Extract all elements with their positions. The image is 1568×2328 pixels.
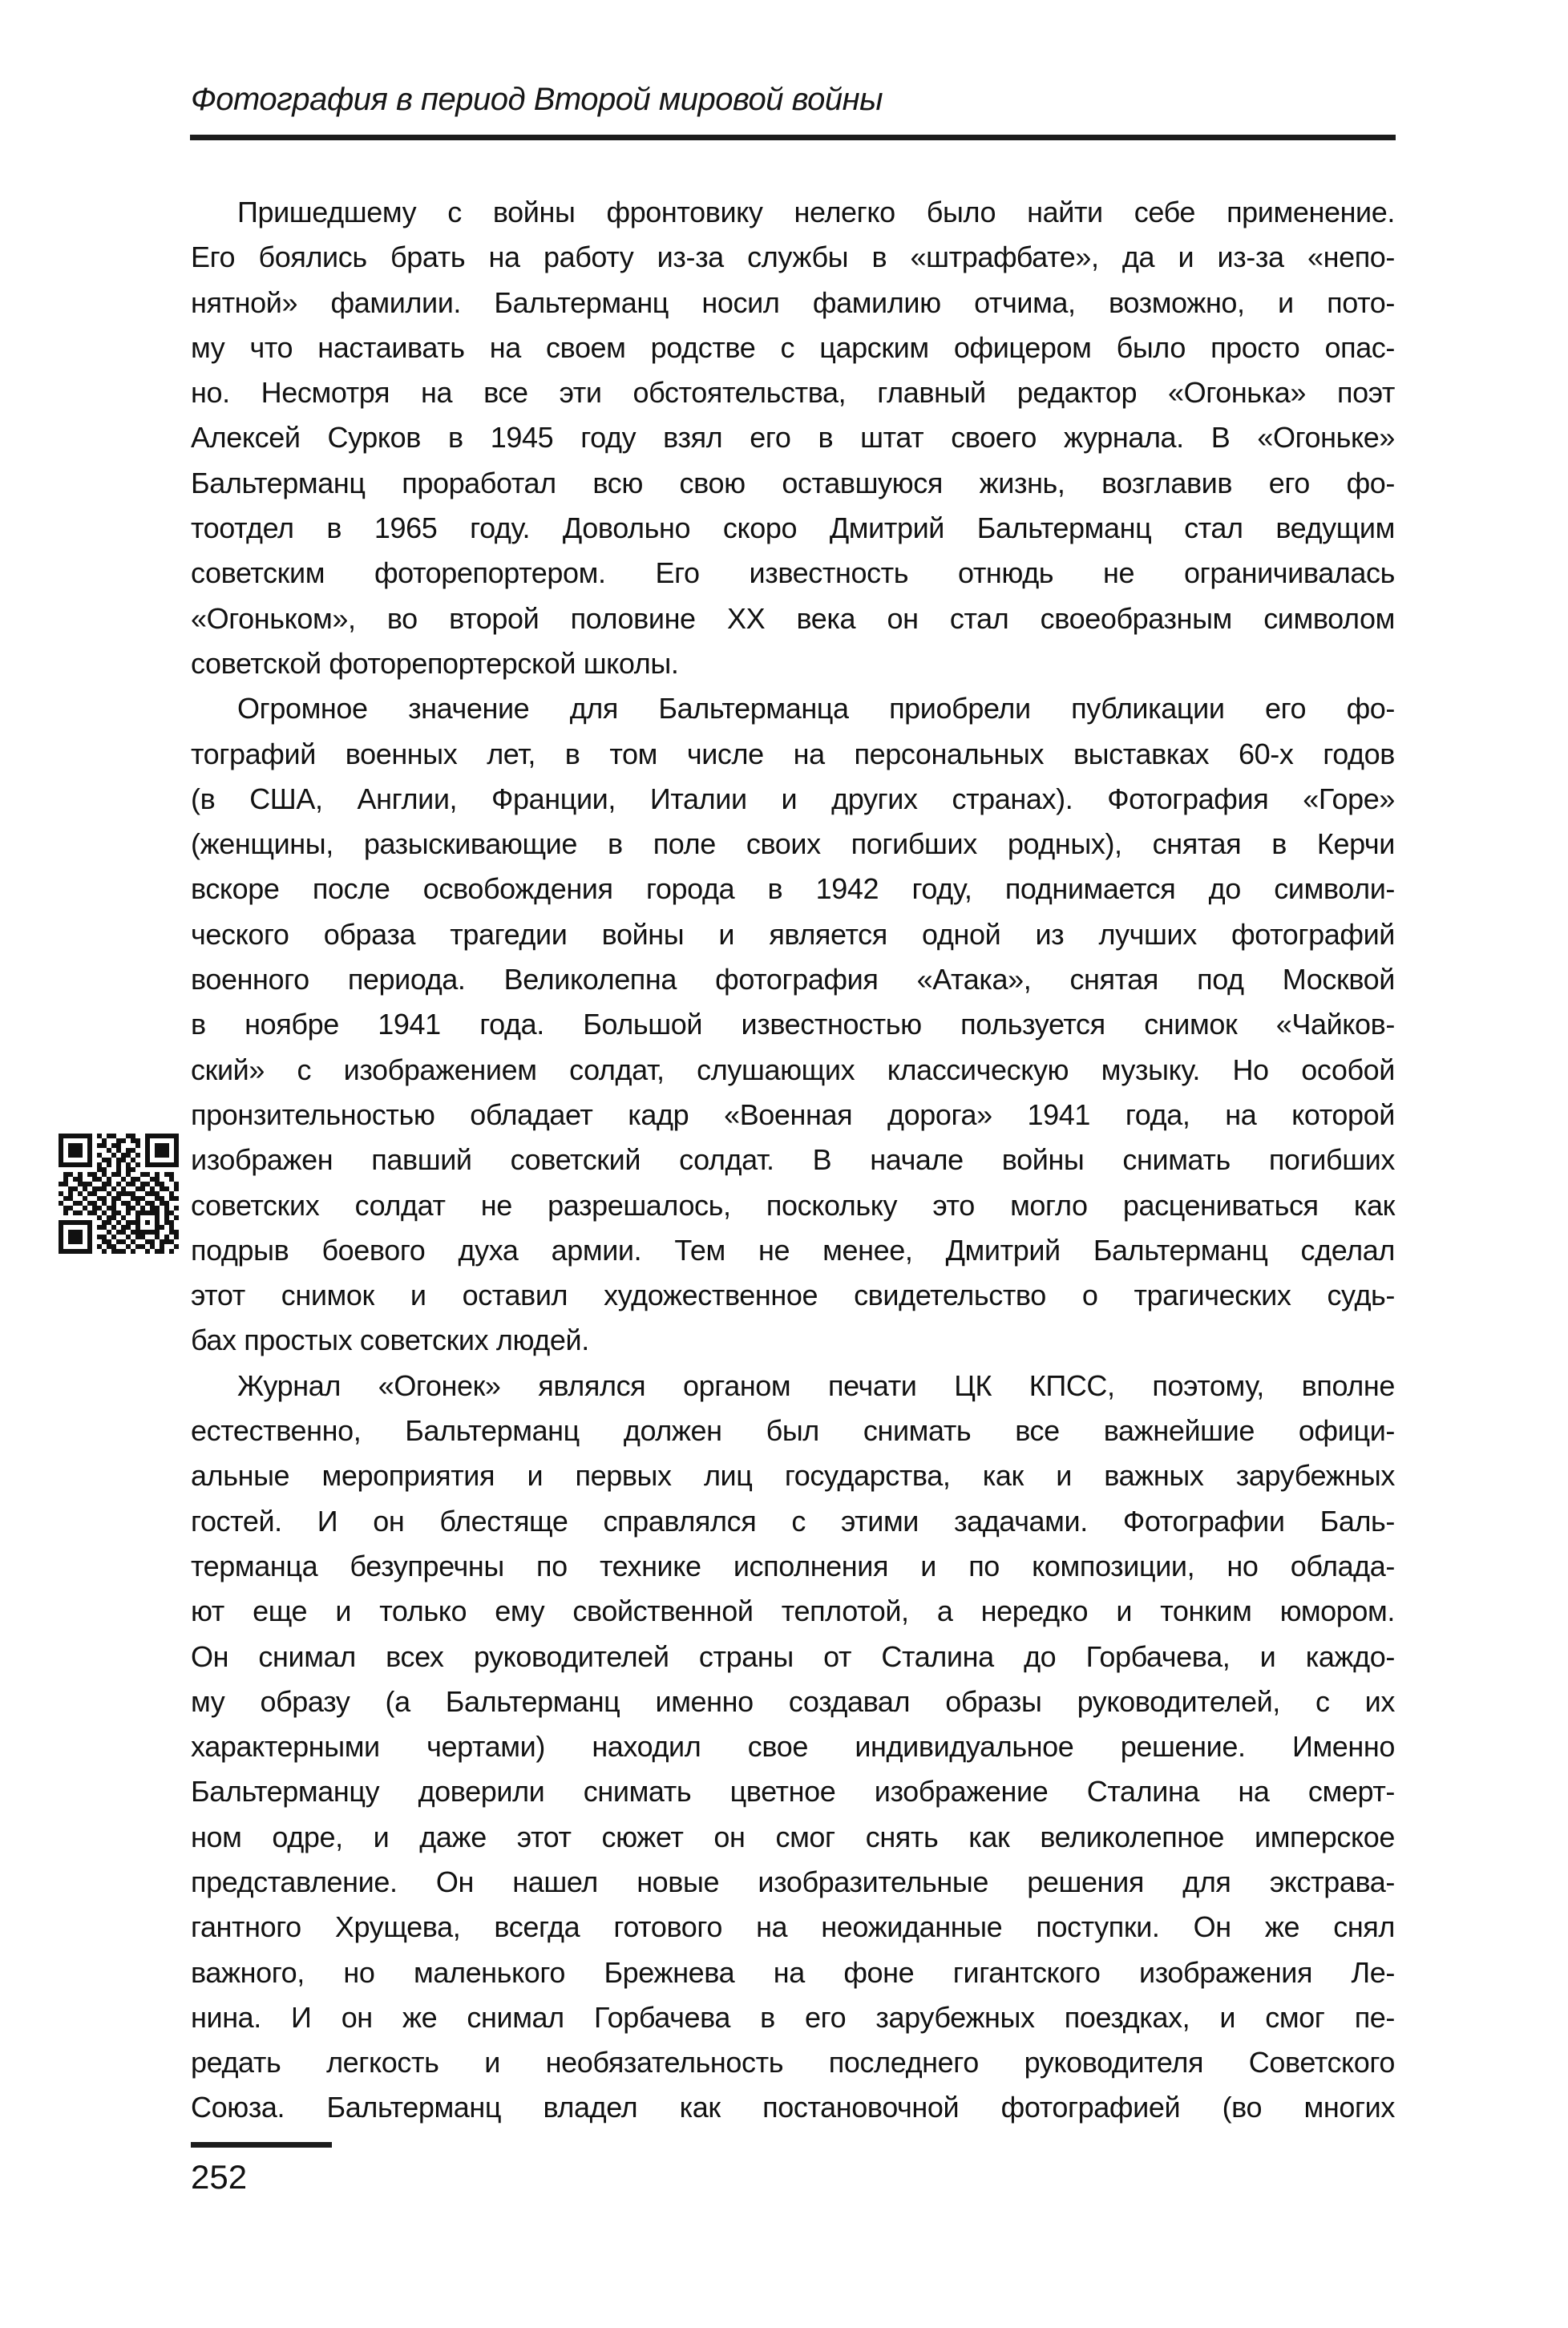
qr-code-svg bbox=[59, 1134, 179, 1254]
text-line: ский» с изображением солдат, слушающих классическую музыку. Но особой bbox=[191, 1053, 1395, 1086]
text-line: советской фоторепортерской школы. bbox=[191, 646, 679, 680]
text-line: изображен павший советский солдат. В начале войны снимать погибших bbox=[191, 1143, 1395, 1177]
text-line: бах простых советских людей. bbox=[191, 1324, 589, 1357]
text-line: му образу (а Бальтерманц именно создавал образы руководителей, с их bbox=[191, 1684, 1395, 1718]
qr-code bbox=[59, 1134, 179, 1254]
text-line: нятной» фамилии. Бальтерманц носил фамилию отчима, возможно, и пото- bbox=[191, 285, 1395, 319]
text-line: ном одре, и даже этот сюжет он смог снять как великолепное имперское bbox=[191, 1820, 1395, 1853]
footer-rule bbox=[191, 2142, 332, 2148]
page-header-title: Фотография в период Второй мировой войны bbox=[191, 82, 883, 117]
text-line: ют еще и только ему свойственной теплотой, а нередко и тонким юмором. bbox=[191, 1594, 1395, 1628]
text-line: важного, но маленького Брежнева на фоне гигантского изображения Ле- bbox=[191, 1955, 1395, 1989]
text-line: представление. Он нашел новые изобразительные решения для экстрава- bbox=[191, 1865, 1395, 1898]
body-text bbox=[191, 190, 1395, 2131]
text-line: Алексей Сурков в 1945 году взял его в штат своего журнала. В «Огоньке» bbox=[191, 421, 1395, 455]
text-line: Бальтерманц проработал всю свою оставшуюся жизнь, возглавив его фо- bbox=[191, 466, 1395, 499]
text-line: пронзительностью обладает кадр «Военная дорога» 1941 года, на которой bbox=[191, 1097, 1395, 1131]
text-line: нина. И он же снимал Горбачева в его зарубежных поездках, и смог пе- bbox=[191, 2000, 1395, 2034]
text-line: советских солдат не разрешалось, поскольку это могло расцениваться как bbox=[191, 1188, 1395, 1222]
text-line: Журнал «Огонек» являлся органом печати ЦК КПСС, поэтому, вполне bbox=[237, 1368, 1395, 1402]
text-line: Он снимал всех руководителей страны от Сталина до Горбачева, и каждо- bbox=[191, 1639, 1395, 1673]
text-line: Огромное значение для Бальтерманца приобрели публикации его фо- bbox=[237, 692, 1395, 725]
text-line: Бальтерманцу доверили снимать цветное изображение Сталина на смерт- bbox=[191, 1775, 1395, 1809]
header-rule bbox=[190, 135, 1396, 140]
text-line: военного периода. Великолепна фотография «Атака», снятая под Москвой bbox=[191, 963, 1395, 996]
text-line: (женщины, разыскивающие в поле своих погибших родных), снятая в Керчи bbox=[191, 827, 1395, 861]
text-line: гостей. И он блестяще справлялся с этими задачами. Фотографии Баль- bbox=[191, 1504, 1395, 1538]
text-line: характерными чертами) находил свое индивидуальное решение. Именно bbox=[191, 1730, 1395, 1764]
text-line: Его боялись брать на работу из-за службы в «штрафбате», да и из-за «непо- bbox=[191, 240, 1395, 274]
text-line: ческого образа трагедии войны и является одной из лучших фотографий bbox=[191, 917, 1395, 951]
text-line: советским фоторепортером. Его известность отнюдь не ограничивалась bbox=[191, 556, 1395, 590]
text-line: в ноябре 1941 года. Большой известностью пользуется снимок «Чайков- bbox=[191, 1008, 1395, 1041]
text-line: му что настаивать на своем родстве с царским офицером было просто опас- bbox=[191, 330, 1395, 364]
page-number: 252 bbox=[191, 2158, 248, 2196]
text-line: естественно, Бальтерманц должен был снимать все важнейшие офици- bbox=[191, 1414, 1395, 1448]
text-line: Пришедшему с войны фронтовику нелегко было найти себе применение. bbox=[237, 196, 1395, 228]
text-line: редать легкость и необязательность последнего руководителя Советского bbox=[191, 2046, 1395, 2079]
text-line: альные мероприятия и первых лиц государства, как и важных зарубежных bbox=[191, 1459, 1395, 1493]
text-line: терманца безупречны по технике исполнения и по композиции, но облада- bbox=[191, 1549, 1395, 1582]
text-line: Союза. Бальтерманц владел как постановочной фотографией (во многих bbox=[191, 2091, 1395, 2124]
text-line: этот снимок и оставил художественное свидетельство о трагических судь- bbox=[191, 1279, 1395, 1312]
text-line: гантного Хрущева, всегда готового на неожиданные поступки. Он же снял bbox=[191, 1910, 1395, 1944]
text-line: подрыв боевого духа армии. Тем не менее, Дмитрий Бальтерманц сделал bbox=[191, 1233, 1395, 1267]
text-line: вскоре после освобождения города в 1942 году, поднимается до символи- bbox=[191, 872, 1395, 906]
text-line: тографий военных лет, в том числе на персональных выставках 60-х годов bbox=[191, 737, 1395, 770]
text-line: но. Несмотря на все эти обстоятельства, главный редактор «Огонька» поэт bbox=[191, 376, 1395, 410]
text-line: (в США, Англии, Франции, Италии и других странах). Фотография «Горе» bbox=[191, 782, 1395, 815]
text-line: тоотдел в 1965 году. Довольно скоро Дмитрий Бальтерманц стал ведущим bbox=[191, 511, 1395, 545]
text-line: «Огоньком», во второй половине XX века он стал своеобразным символом bbox=[191, 601, 1395, 635]
